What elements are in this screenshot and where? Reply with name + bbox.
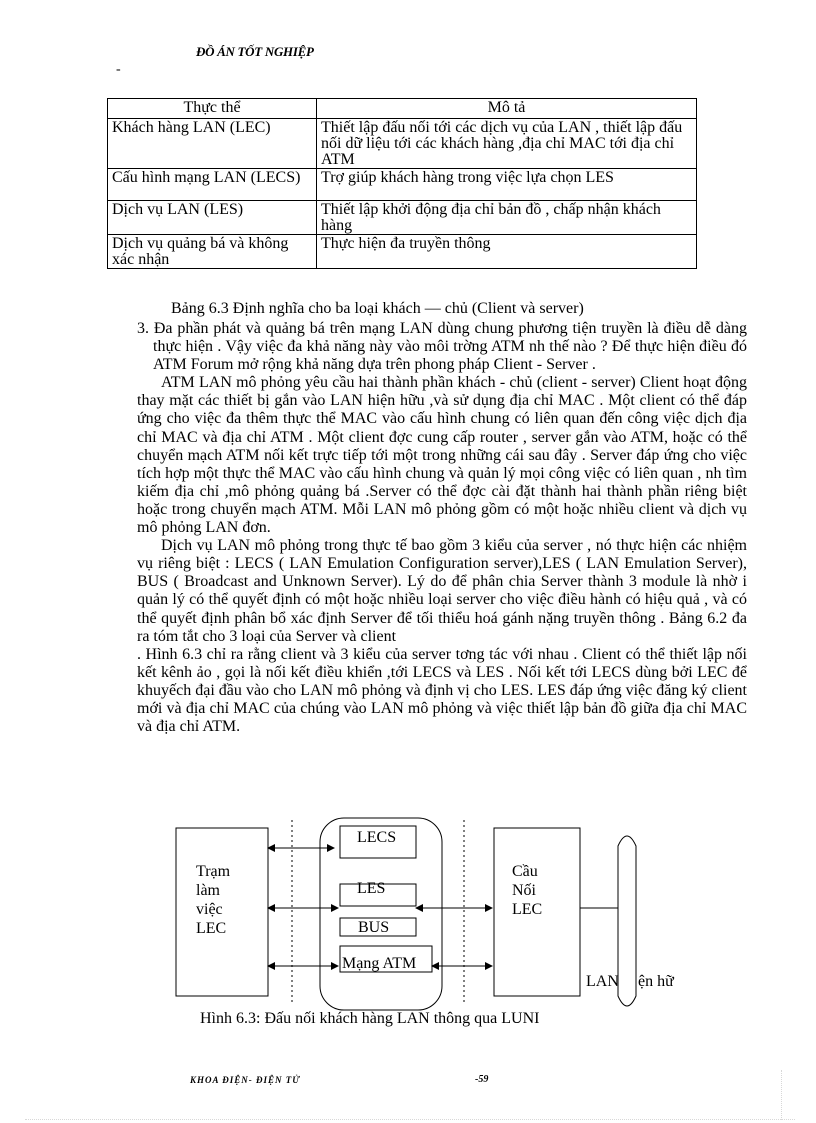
- table-cell-entity: Cấu hình mạng LAN (LECS): [108, 169, 317, 201]
- footer-page-number: -59: [475, 1074, 489, 1085]
- table-cell-entity: Dịch vụ quảng bá và không xác nhận: [108, 235, 317, 269]
- page-header-title: ĐỒ ÁN TỐT NGHIỆP: [196, 44, 314, 59]
- bridge-label: LEC: [512, 901, 543, 918]
- bridge-label: Nối: [512, 882, 536, 899]
- workstation-label: làm: [196, 882, 220, 899]
- table-cell-entity: Dịch vụ LAN (LES): [108, 201, 317, 235]
- header-dash: -: [116, 62, 121, 77]
- lecs-label: LECS: [357, 829, 397, 846]
- paragraph: Dịch vụ LAN mô phỏng trong thực tế bao gồm 3 kiểu của server , nó thực hiện các nhiệm vụ riêng biệt : LECS ( LAN Emulation Configuration server),LES ( LAN Emulation Server), BUS ( Broadcast and Unknown Server). Lý do để phân chia Server thành 3 module là nhờ i quản lý có thể quyết định có một hoặc nhiều loại server cho việc điều hành có hiệu quả , và có thể quyết định phân bổ xác định Server để tối thiểu hoá gánh nặng truyền thông . Bảng 6.2 đa ra tóm tắt cho 3 loại của Server và client: [137, 537, 747, 645]
- paragraph: ATM LAN mô phỏng yêu cầu hai thành phần khách - chủ (client - server) Client hoạt động thay mặt các thiết bị gắn vào LAN hiện hữu ,và sử dụng địa chỉ MAC . Một client có thể đáp ứng cho việc đa thêm thực thể MAC vào cấu hình chung có liên quan đến công việc dịch địa chỉ MAC và địa chỉ ATM . Một client đợc cung cấp router , server gắn vào ATM, hoặc có thể chuyển mạch ATM nối kết trực tiếp tới một trong những cái sau đây . Server đáp ứng cho việc tích hợp một thực thể MAC vào cấu hình chung và quản lý mọi công việc có liên quan , nh tìm kiếm địa chỉ ,mô phỏng quảng bá .Server có thể đợc cài đặt thành hai thành phần riêng biệt hoặc trong chuyển mạch ATM. Mỗi LAN mô phỏng gồm có một hoặc nhiều client và dịch vụ mô phỏng LAN đơn.: [137, 374, 747, 537]
- table-header-cell: Mô tả: [317, 99, 697, 119]
- bridge-label: Cầu: [512, 863, 538, 880]
- lan-label: LAN: [586, 973, 619, 990]
- les-label: LES: [357, 880, 386, 897]
- table-cell-entity: Khách hàng LAN (LEC): [108, 119, 317, 169]
- atm-network-label: Mạng ATM: [342, 955, 417, 972]
- footer-divider-vertical: [781, 1070, 782, 1120]
- workstation-label: Trạm: [196, 863, 231, 880]
- figure-caption: Hình 6.3: Đấu nối khách hàng LAN thông qua LUNI: [200, 1010, 540, 1027]
- workstation-label: việc: [196, 901, 223, 918]
- lan-label-suffix: ện hữ: [638, 973, 674, 990]
- footer-divider: [25, 1119, 795, 1120]
- paragraph: . Hình 6.3 chỉ ra rằng client và 3 kiểu của server tơng tác với nhau . Client có thể thiết lập nối kết kênh ảo , gọi là nối kết điều khiển ,tới LECS và LES . Nối kết tới LECS dùng bởi LEC để khuyếch đại đầu vào cho LAN mô phỏng và định vị cho LES. LES đáp ứng việc đăng ký client mới và địa chỉ MAC của chúng vào LAN mô phỏng và việc thiết lập bản đồ giữa địa chỉ MAC và địa chỉ ATM.: [137, 645, 747, 736]
- table-cell-description: Trợ giúp khách hàng trong việc lựa chọn LES: [317, 169, 697, 201]
- atm-switch-shape: [320, 818, 442, 1010]
- workstation-label: LEC: [196, 920, 227, 937]
- paragraph: 3. Đa phần phát và quảng bá trên mạng LAN dùng chung phương tiện truyền là điều dễ dàng thực hiện . Vậy việc đa khả năng này vào môi trờng ATM nh thế nào ? Để thực hiện điều đó ATM Forum mở rộng khả năng dựa trên phong pháp Client - Server .: [137, 320, 747, 374]
- lan-cylinder: [618, 836, 636, 1006]
- footer-faculty: KHOA ĐIỆN- ĐIỆN TỬ: [190, 1075, 301, 1085]
- table-cell-description: Thực hiện đa truyền thông: [317, 235, 697, 269]
- table-cell-description: Thiết lập khởi động địa chỉ bản đồ , chấp nhận khách hàng: [317, 201, 697, 235]
- table-caption: Bảng 6.3 Định nghĩa cho ba loại khách — chủ (Client và server): [171, 300, 584, 317]
- bus-label: BUS: [358, 919, 390, 936]
- table-cell-description: Thiết lập đấu nối tới các dịch vụ của LAN , thiết lập đấu nối dữ liệu tới các khách hàng ,địa chỉ MAC tới địa chỉ ATM: [317, 119, 697, 169]
- table-header-cell: Thực thể: [108, 99, 317, 119]
